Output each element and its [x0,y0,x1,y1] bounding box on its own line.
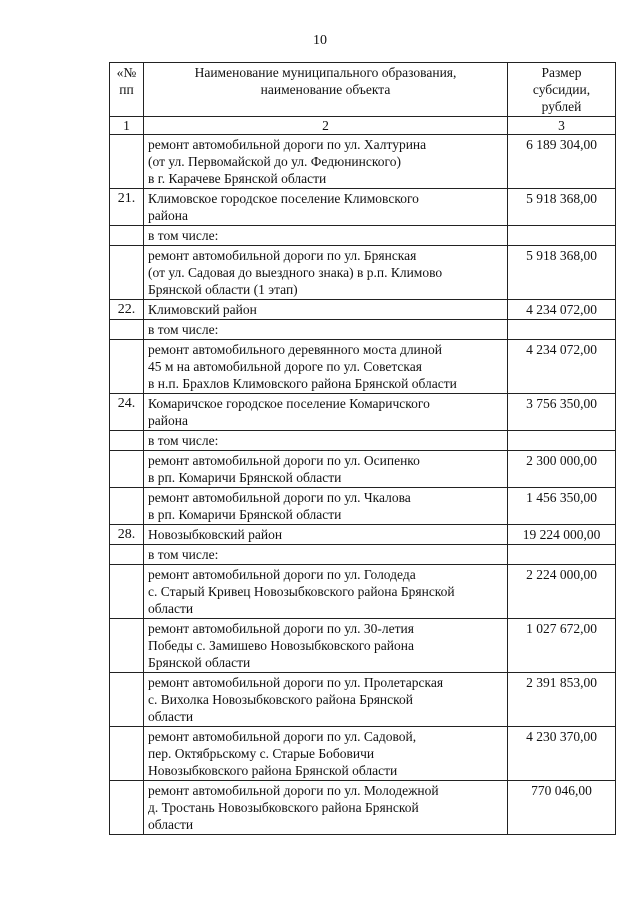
row-name [144,545,508,565]
row-amount: 4 234 072,00 [508,300,616,320]
row-name [144,300,508,320]
table-row [110,189,616,226]
row-name-line: Новозыбковский район [148,527,283,542]
row-number: 21. [110,189,144,226]
table-row [110,394,616,431]
subsidy-table [109,62,616,835]
header-amount-line: субсидии, [532,82,591,97]
row-name-line: Брянской области [148,655,251,670]
row-number: 24. [110,394,144,431]
table-row [110,320,616,340]
header-name-line: Наименование муниципального образования, [194,65,457,80]
row-number [110,320,144,340]
row-name-line: в рп. Комаричи Брянской области [148,470,342,485]
header-name [144,63,508,117]
row-name-line: области [148,817,194,832]
row-name [144,781,508,835]
row-number [110,340,144,394]
row-name-line: с. Вихолка Новозыбковского района Брянской [148,692,413,707]
row-amount: 2 391 853,00 [508,673,616,727]
row-amount: 1 456 350,00 [508,488,616,525]
row-amount: 6 189 304,00 [508,135,616,189]
row-number [110,488,144,525]
row-name [144,189,508,226]
row-name [144,226,508,246]
row-name [144,727,508,781]
column-index: 2 [144,117,508,135]
row-name-line: (от ул. Садовая до выездного знака) в р.п. Климово [148,265,443,280]
table-row [110,727,616,781]
table-row [110,488,616,525]
row-amount: 2 300 000,00 [508,451,616,488]
row-amount: 4 234 072,00 [508,340,616,394]
table-header-row [110,63,616,117]
table-row [110,619,616,673]
row-amount: 1 027 672,00 [508,619,616,673]
row-amount: 19 224 000,00 [508,525,616,545]
row-name [144,525,508,545]
row-name-line: ремонт автомобильной дороги по ул. Халтурина [148,137,427,152]
row-number [110,619,144,673]
header-amount-line: рублей [541,99,582,114]
row-number: 22. [110,300,144,320]
table-row [110,673,616,727]
row-amount [508,320,616,340]
table-row [110,525,616,545]
row-name [144,488,508,525]
row-number [110,246,144,300]
row-name-line: ремонт автомобильной дороги по ул. Осипенко [148,453,420,468]
row-amount: 5 918 368,00 [508,246,616,300]
row-name-line: района [148,208,188,223]
row-number [110,431,144,451]
header-number [110,63,144,117]
table-row [110,431,616,451]
column-index: 1 [110,117,144,135]
row-amount [508,545,616,565]
row-name-line: пер. Октябрьскому с. Старые Бобовичи [148,746,375,761]
header-amount-line: Размер [541,65,582,80]
row-number [110,781,144,835]
header-amount [508,63,616,117]
row-number [110,545,144,565]
table-row [110,565,616,619]
row-amount: 3 756 350,00 [508,394,616,431]
row-name-line: Брянской области (1 этап) [148,282,298,297]
row-number: 28. [110,525,144,545]
row-name-line: Климовский район [148,302,257,317]
row-name-line: ремонт автомобильной дороги по ул. Пролетарская [148,675,444,690]
row-name-line: ремонт автомобильной дороги по ул. Садовой, [148,729,417,744]
row-name [144,619,508,673]
table-row [110,226,616,246]
row-name-line: Новозыбковского района Брянской области [148,763,398,778]
column-index-row [110,117,616,135]
row-number [110,727,144,781]
row-name [144,320,508,340]
table-row [110,135,616,189]
row-name [144,565,508,619]
row-name-line: Климовское городское поселение Климовского [148,191,419,206]
header-number-line: «№ [116,65,137,80]
row-name-line: района [148,413,188,428]
row-name-line: в г. Карачеве Брянской области [148,171,327,186]
row-name-line: ремонт автомобильной дороги по ул. 30-летия [148,621,414,636]
row-name [144,340,508,394]
row-amount: 4 230 370,00 [508,727,616,781]
row-amount: 770 046,00 [508,781,616,835]
row-name-line: области [148,709,194,724]
table-row [110,545,616,565]
row-amount [508,431,616,451]
row-name [144,394,508,431]
row-number [110,673,144,727]
row-name [144,431,508,451]
table-row [110,340,616,394]
row-number [110,226,144,246]
row-name-line: в том числе: [148,433,219,448]
row-name-line: Комаричское городское поселение Комаричского [148,396,430,411]
row-name-line: в том числе: [148,322,219,337]
row-name-line: д. Тростань Новозыбковского района Брянской [148,800,419,815]
row-number [110,135,144,189]
row-number [110,565,144,619]
table-row [110,246,616,300]
row-name [144,673,508,727]
row-name-line: ремонт автомобильной дороги по ул. Брянская [148,248,417,263]
row-amount [508,226,616,246]
row-number [110,451,144,488]
table-row [110,451,616,488]
table-row [110,300,616,320]
page-number: 10 [313,33,327,48]
row-name-line: ремонт автомобильной дороги по ул. Голодеда [148,567,416,582]
row-name [144,135,508,189]
row-name-line: в рп. Комаричи Брянской области [148,507,342,522]
row-name-line: области [148,601,194,616]
header-number-line: пп [119,82,134,97]
row-name-line: в том числе: [148,547,219,562]
row-name-line: в том числе: [148,228,219,243]
row-name-line: Победы с. Замишево Новозыбковского района [148,638,414,653]
row-name [144,246,508,300]
row-name-line: в н.п. Брахлов Климовского района Брянской области [148,376,457,391]
row-name-line: ремонт автомобильного деревянного моста длиной [148,342,442,357]
row-amount: 2 224 000,00 [508,565,616,619]
row-name-line: (от ул. Первомайской до ул. Федюнинского) [148,154,401,169]
row-name-line: 45 м на автомобильной дороге по ул. Советская [148,359,422,374]
row-name [144,451,508,488]
row-amount: 5 918 368,00 [508,189,616,226]
row-name-line: ремонт автомобильной дороги по ул. Молодежной [148,783,439,798]
row-name-line: ремонт автомобильной дороги по ул. Чкалова [148,490,411,505]
row-name-line: с. Старый Кривец Новозыбковского района Брянской [148,584,455,599]
table-row [110,781,616,835]
header-name-line: наименование объекта [260,82,391,97]
column-index: 3 [508,117,616,135]
